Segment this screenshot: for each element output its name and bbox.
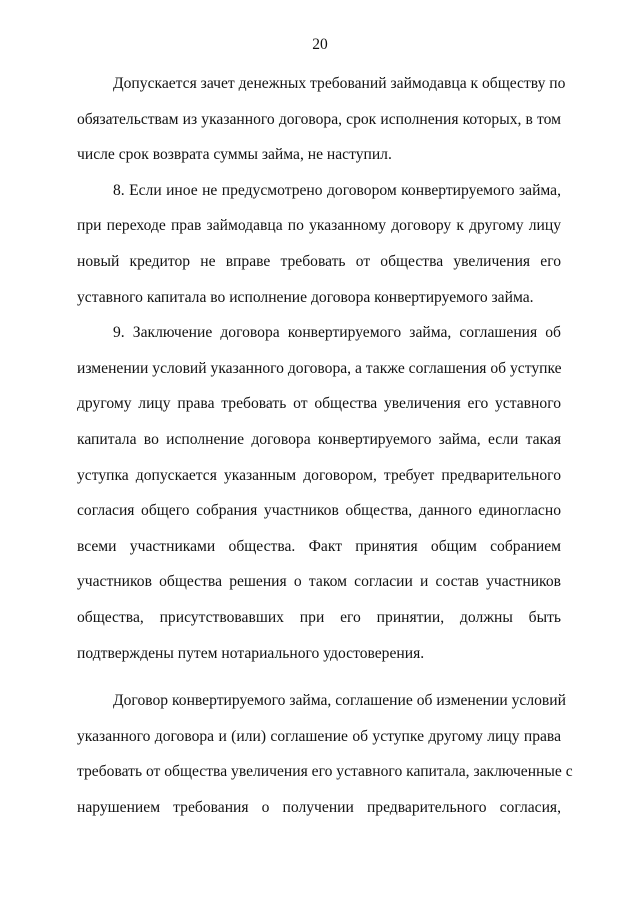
text-line: 9. Заключение договора конвертируемого займа, соглашения об [113,324,561,342]
text-line: участников общества решения о таком согласии и состав участников [77,573,561,591]
text-line: общества, присутствовавших при его принятии, должны быть [77,608,561,626]
text-line: подтверждены путем нотариального удостоверения. [77,644,425,662]
paragraph-gap [77,671,561,683]
text-line: Допускается зачет денежных требований займодавца к обществу по [113,75,566,92]
text-line: Договор конвертируемого займа, соглашение об изменении условий [113,692,566,710]
paragraph-clause-9 [77,315,561,671]
text-line: при переходе прав займодавца по указанному договору к другому лицу [77,217,561,235]
text-line: уставного капитала во исполнение договора конвертируемого займа. [77,288,534,306]
text-line: изменении условий указанного договора, а также соглашения об уступке [77,359,562,377]
text-line: 8. Если иное не предусмотрено договором конвертируемого займа, [113,181,561,199]
text-line: новый кредитор не вправе требовать от общества увеличения его [77,252,561,270]
paragraph-offset-claims [77,66,566,173]
text-line: требовать от общества увеличения его уставного капитала, заключенные с [77,763,573,781]
text-line: капитала во исполнение договора конвертируемого займа, если такая [77,430,561,448]
text-line: уступка допускается указанным договором, требует предварительного [77,466,561,484]
text-line: другому лицу права требовать от общества увеличения его уставного [77,395,561,413]
document-body [77,66,573,825]
text-line: согласия общего собрания участников общества, данного единогласно [77,502,561,520]
text-line: обязательствам из указанного договора, срок исполнения которых, в том [77,110,561,128]
text-line: указанного договора и (или) соглашение об уступке другому лицу права [77,727,561,745]
text-line: числе срок возврата суммы займа, не наступил. [77,146,392,164]
text-line: всеми участниками общества. Факт принятия общим собранием [77,537,561,555]
paragraph-clause-8 [77,173,561,315]
paragraph-clause-9-consequences [77,683,573,825]
text-line: нарушением требования о получении предварительного согласия, [77,798,561,816]
page-number: 20 [312,36,328,53]
